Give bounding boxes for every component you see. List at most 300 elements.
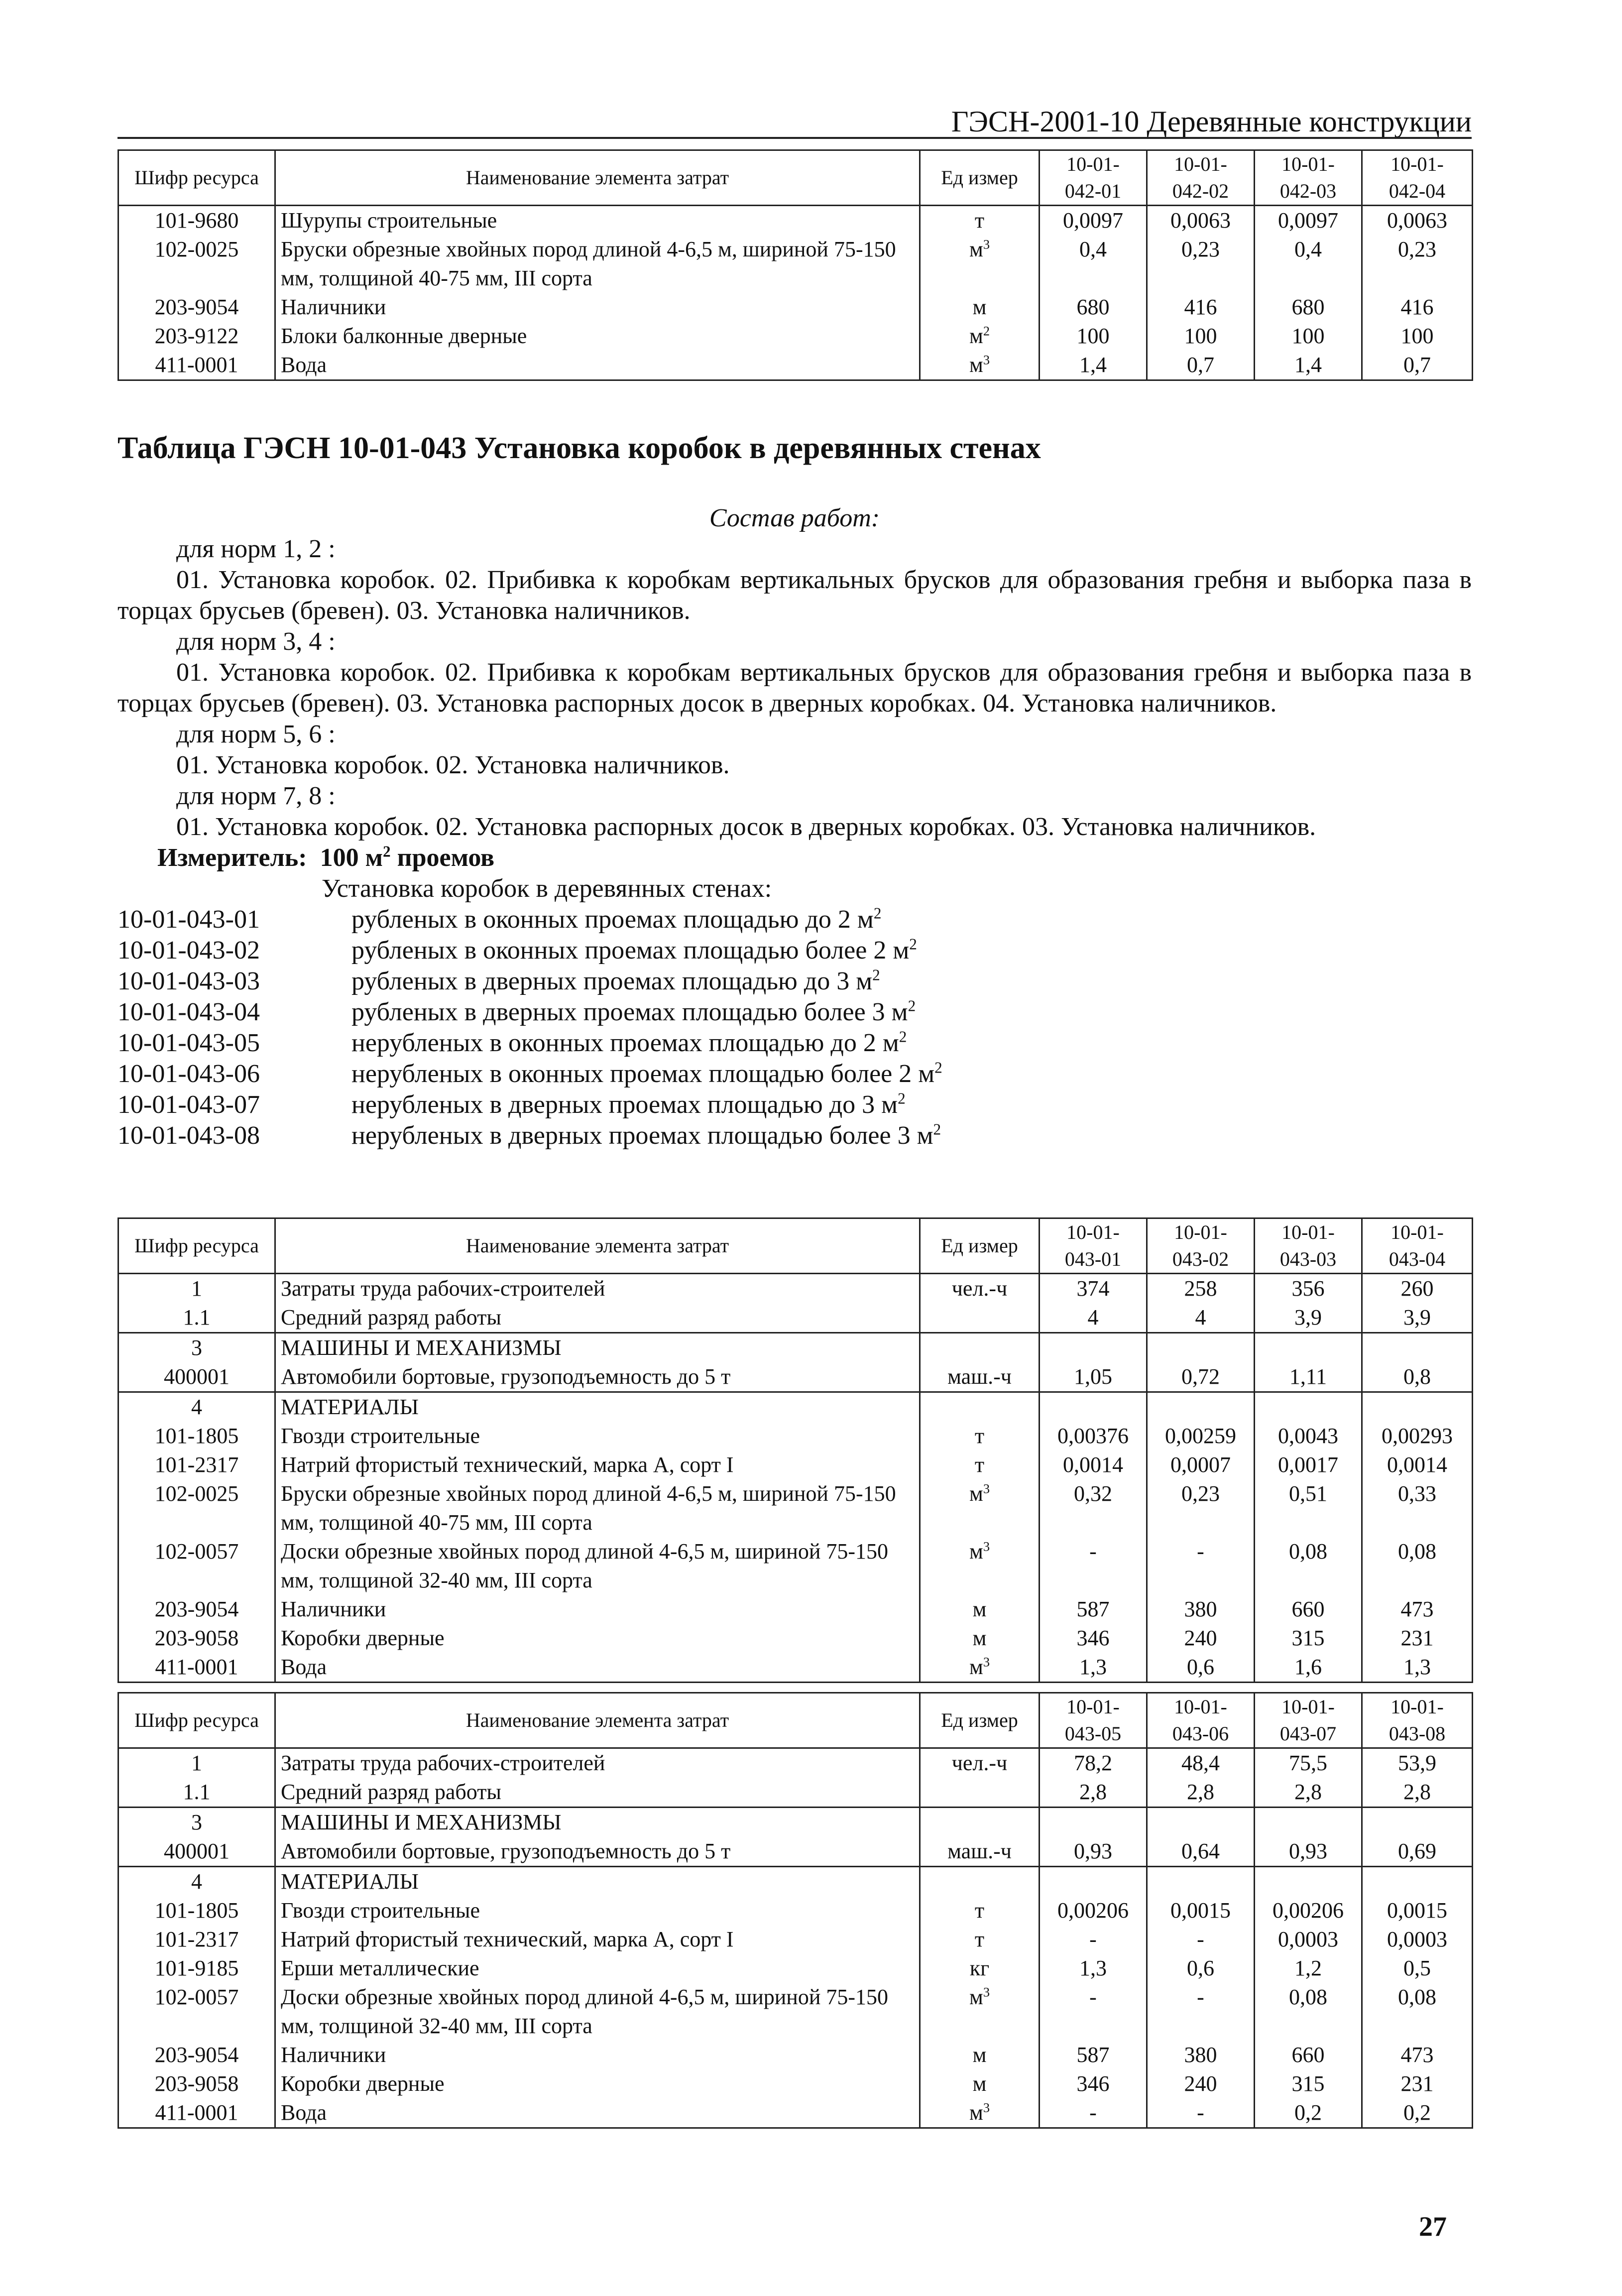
unit-text: м [972,295,987,319]
resource-name: Натрий фтористый технический, марка А, сорт I [275,1925,920,1954]
resource-name: Доски обрезные хвойных пород длиной 4-6,5 м, шириной 75-150 мм, толщиной 32-40 мм, III сорта [275,1537,920,1595]
norm-value [1362,1867,1473,1897]
resource-unit [920,1653,1040,1683]
norm-sup: 2 [934,1059,942,1077]
resource-name: Затраты труда рабочих-строителей [275,1748,920,1778]
resource-unit [920,322,1040,351]
table-title: Таблица ГЭСН 10-01-043 Установка коробок в деревянных стенах [117,431,1041,465]
resource-name: Средний разряд работы [275,1778,920,1808]
table-row [118,2098,1473,2128]
norm-value: 0,4 [1255,235,1362,293]
resource-code: 101-1805 [118,1896,275,1925]
table-row [118,206,1473,236]
table-row [118,1450,1473,1479]
norm-value [1255,1333,1362,1363]
col-header-norm: 10-01- 043-06 [1147,1693,1255,1748]
norm-value: 356 [1255,1274,1362,1304]
table-row [118,1983,1473,2041]
norm-value: 0,0014 [1040,1450,1147,1479]
resource-unit [920,1537,1040,1595]
unit-text: маш.-ч [947,1839,1012,1863]
resource-unit [920,1333,1040,1363]
resource-code: 101-2317 [118,1925,275,1954]
norm-value: 0,51 [1255,1479,1362,1537]
norm-value [1040,1867,1147,1897]
table-row [118,2069,1473,2098]
resource-code: 102-0025 [118,1479,275,1537]
norm-value: 0,23 [1147,235,1255,293]
col-header-name: Наименование элемента затрат [275,1693,920,1748]
unit-text: м [969,353,983,377]
resource-code: 411-0001 [118,351,275,380]
resource-name: Гвозди строительные [275,1896,920,1925]
col-header-norm: 10-01- 042-04 [1362,150,1473,206]
header-rule [117,137,1472,139]
norm-value: 2,8 [1147,1778,1255,1808]
resource-unit [920,1748,1040,1778]
norm-value: 4 [1040,1303,1147,1333]
norm-value: 3,9 [1255,1303,1362,1333]
norm-value: - [1040,1537,1147,1595]
norm-value [1040,1392,1147,1422]
unit-text: т [974,1424,985,1448]
unit-text: кг [969,1956,990,1980]
table-row [118,2041,1473,2069]
norm-value: 0,0063 [1362,206,1473,236]
work-group-text: 01. Установка коробок. 02. Прибивка к коробкам вертикальных брусков для образования гребня и выборка паза в торцах брусьев (бревен). 03. Установка наличников. [117,566,1472,625]
unit-text: м [969,1655,983,1679]
resource-name: Натрий фтористый технический, марка А, сорт I [275,1450,920,1479]
unit-sup: 3 [983,1984,990,2000]
col-header-unit: Ед измер [920,1218,1040,1274]
running-header: ГЭСН-2001-10 Деревянные конструкции [951,105,1472,138]
norm-value: 240 [1147,2069,1255,2098]
norm-value: 100 [1147,322,1255,351]
norm-value: 587 [1040,2041,1147,2069]
norm-value: 380 [1147,1595,1255,1624]
work-group-text: 01. Установка коробок. 02. Установка наличников. [176,751,730,779]
resource-code: 3 [118,1333,275,1363]
table-row [118,1954,1473,1983]
table-row [118,293,1473,322]
norm-desc: нерубленых в оконных проемах площадью до 2 м [351,1029,899,1057]
norm-value: - [1147,2098,1255,2128]
norm-value: - [1147,1537,1255,1595]
col-header-unit: Ед измер [920,150,1040,206]
resource-code: 203-9058 [118,2069,275,2098]
norm-sup: 2 [872,966,880,984]
col-header-norm: 10-01- 043-03 [1255,1218,1362,1274]
norm-value: 0,0017 [1255,1450,1362,1479]
norm-value: 0,2 [1362,2098,1473,2128]
table-row [118,1537,1473,1595]
norm-value: 0,64 [1147,1837,1255,1867]
norm-value: 48,4 [1147,1748,1255,1778]
norm-value: 2,8 [1362,1778,1473,1808]
norm-value: 100 [1362,322,1473,351]
col-header-norm: 10-01- 043-05 [1040,1693,1147,1748]
norms-heading: Установка коробок в деревянных стенах: [322,874,772,903]
norm-value: 1,3 [1040,1653,1147,1683]
col-header-norm: 10-01- 042-01 [1040,150,1147,206]
norm-code: 10-01-043-04 [117,998,260,1026]
resource-name: Наличники [275,1595,920,1624]
norm-value: 3,9 [1362,1303,1473,1333]
resource-code: 203-9122 [118,322,275,351]
norm-value: 260 [1362,1274,1473,1304]
table-row [118,1748,1473,1778]
norm-desc: нерубленых в дверных проемах площадью до 3 м [351,1090,898,1119]
resource-code: 102-0057 [118,1537,275,1595]
work-groups [117,534,1472,843]
col-header-norm: 10-01- 043-08 [1362,1693,1473,1748]
norm-value: 78,2 [1040,1748,1147,1778]
norm-value: 315 [1255,2069,1362,2098]
resource-name: Коробки дверные [275,1624,920,1653]
resource-unit [920,1303,1040,1333]
resource-name: Бруски обрезные хвойных пород длиной 4-6,5 м, шириной 75-150 мм, толщиной 40-75 мм, III сорта [275,1479,920,1537]
norm-value: 587 [1040,1595,1147,1624]
resource-code: 400001 [118,1837,275,1867]
norm-value: 0,08 [1362,1983,1473,2041]
resource-name: МАШИНЫ И МЕХАНИЗМЫ [275,1333,920,1363]
resource-unit [920,1808,1040,1837]
work-group-label: для норм 3, 4 : [176,627,336,656]
meter-suffix: проемов [397,844,495,872]
resource-code: 101-9185 [118,1954,275,1983]
meter-value: 100 м [320,844,383,872]
table-row [118,1896,1473,1925]
work-group-text: 01. Установка коробок. 02. Прибивка к коробкам вертикальных брусков для образования гребня и выборка паза в торцах брусьев (бревен). 03. Установка распорных досок в дверных коробках. 04. Установка наличников. [117,658,1472,718]
resource-unit [920,1867,1040,1897]
norm-value: 0,4 [1040,235,1147,293]
norm-value: 416 [1147,293,1255,322]
resource-name: Доски обрезные хвойных пород длиной 4-6,5 м, шириной 75-150 мм, толщиной 32-40 мм, III сорта [275,1983,920,2041]
norm-value: 240 [1147,1624,1255,1653]
norm-value: 346 [1040,1624,1147,1653]
norm-sup: 2 [899,1028,907,1046]
norm-value: 0,7 [1362,351,1473,380]
resource-unit [920,206,1040,236]
resource-code: 203-9058 [118,1624,275,1653]
resource-code: 102-0057 [118,1983,275,2041]
work-group-label: для норм 1, 2 : [176,535,336,563]
norm-value: 0,93 [1255,1837,1362,1867]
resource-name: Шурупы строительные [275,206,920,236]
unit-sup: 3 [983,237,990,252]
norm-value: 660 [1255,1595,1362,1624]
norm-value: 231 [1362,1624,1473,1653]
norm-value: 0,23 [1147,1479,1255,1537]
norm-value: 100 [1040,322,1147,351]
resource-code: 203-9054 [118,1595,275,1624]
norm-value: 0,00376 [1040,1422,1147,1450]
norm-value [1362,1333,1473,1363]
unit-sup: 3 [983,1539,990,1554]
resource-unit [920,2098,1040,2128]
norm-value: 2,8 [1255,1778,1362,1808]
norm-value [1362,1392,1473,1422]
norm-value: 380 [1147,2041,1255,2069]
norm-desc: рубленых в оконных проемах площадью до 2 м [351,905,874,934]
col-header-unit: Ед измер [920,1693,1040,1748]
resource-code: 411-0001 [118,1653,275,1683]
resource-code: 4 [118,1392,275,1422]
col-header-code: Шифр ресурса [118,150,275,206]
unit-text: м [969,2100,983,2125]
unit-text: м [969,1481,983,1506]
resource-unit [920,1479,1040,1537]
norm-value: 0,00293 [1362,1422,1473,1450]
norm-value: 0,72 [1147,1362,1255,1392]
norm-value [1147,1867,1255,1897]
norm-value: 0,2 [1255,2098,1362,2128]
norm-value: 0,00206 [1255,1896,1362,1925]
work-group-text: 01. Установка коробок. 02. Установка распорных досок в дверных коробках. 03. Установка наличников. [176,813,1316,841]
norm-value [1255,1808,1362,1837]
norm-value: 0,00259 [1147,1422,1255,1450]
col-header-norm: 10-01- 043-07 [1255,1693,1362,1748]
composition-heading: Состав работ: [709,504,880,532]
resource-unit [920,1624,1040,1653]
norm-desc: рубленых в оконных проемах площадью более 2 м [351,936,910,965]
norm-text [351,904,881,935]
work-group-label: для норм 5, 6 : [176,720,336,748]
norm-value: 0,0097 [1255,206,1362,236]
norm-value: 473 [1362,2041,1473,2069]
norm-value: 231 [1362,2069,1473,2098]
norm-value: 0,6 [1147,1653,1255,1683]
norm-value: 75,5 [1255,1748,1362,1778]
norm-value: 4 [1147,1303,1255,1333]
norm-value: 1,6 [1255,1653,1362,1683]
norm-value: - [1040,1925,1147,1954]
norm-value: 0,8 [1362,1362,1473,1392]
work-composition [117,503,1472,1151]
norm-item [117,997,1472,1028]
unit-text: чел.-ч [951,1276,1008,1301]
table-row [118,322,1473,351]
norm-value: 1,3 [1362,1653,1473,1683]
resource-name: Бруски обрезные хвойных пород длиной 4-6,5 м, шириной 75-150 мм, толщиной 40-75 мм, III сорта [275,235,920,293]
resource-name: МАТЕРИАЛЫ [275,1392,920,1422]
resource-name: Наличники [275,293,920,322]
norm-value: - [1147,1925,1255,1954]
norm-value: 0,32 [1040,1479,1147,1537]
norm-value: 0,0003 [1362,1925,1473,1954]
norm-value: 1,4 [1040,351,1147,380]
resource-unit [920,2069,1040,2098]
resource-code: 1.1 [118,1778,275,1808]
norm-desc: нерубленых в оконных проемах площадью более 2 м [351,1060,935,1088]
norm-value: 0,08 [1362,1537,1473,1595]
norm-value [1255,1867,1362,1897]
unit-text: м [972,2071,987,2096]
norm-text [351,997,916,1028]
norm-value: 0,0007 [1147,1450,1255,1479]
resource-code: 1 [118,1274,275,1304]
unit-text: т [974,1452,985,1477]
resource-code: 1.1 [118,1303,275,1333]
unit-text: т [974,1927,985,1951]
unit-sup: 2 [983,323,990,339]
norm-item [117,1089,1472,1120]
norm-value: 315 [1255,1624,1362,1653]
meter-label: Измеритель: [157,844,307,872]
norm-value: 1,3 [1040,1954,1147,1983]
norm-value: 1,05 [1040,1362,1147,1392]
norm-value: 0,6 [1147,1954,1255,1983]
norm-value: 0,5 [1362,1954,1473,1983]
unit-text: м [969,237,983,261]
resource-code: 4 [118,1867,275,1897]
table-row [118,1778,1473,1808]
resource-code: 3 [118,1808,275,1837]
norm-value: 0,0043 [1255,1422,1362,1450]
col-header-name: Наименование элемента затрат [275,150,920,206]
norm-text [351,1120,941,1151]
norm-code: 10-01-043-02 [117,936,260,965]
table-row [118,1362,1473,1392]
resource-unit [920,1925,1040,1954]
norm-code: 10-01-043-01 [117,905,260,934]
unit-text: м [972,1597,987,1621]
resource-name: Вода [275,2098,920,2128]
norm-value: 0,69 [1362,1837,1473,1867]
resource-name: Автомобили бортовые, грузоподъемность до 5 т [275,1362,920,1392]
resource-code: 101-9680 [118,206,275,236]
unit-text: м [969,1539,983,1564]
norm-value: 0,0015 [1147,1896,1255,1925]
resource-name: Блоки балконные дверные [275,322,920,351]
norm-sup: 2 [909,935,917,953]
norms-list [117,904,1472,1151]
resource-unit [920,1778,1040,1808]
resource-unit [920,293,1040,322]
norm-value: 0,33 [1362,1479,1473,1537]
resource-code: 203-9054 [118,293,275,322]
table-row [118,1867,1473,1897]
table-row [118,351,1473,380]
norm-value: 0,08 [1255,1983,1362,2041]
resource-table-043-01-04 [117,1217,1473,1683]
resource-unit [920,1896,1040,1925]
norm-text [351,935,917,966]
norm-text [351,966,880,997]
resource-name: Вода [275,351,920,380]
resource-code: 400001 [118,1362,275,1392]
norm-sup: 2 [908,997,916,1015]
norm-value [1147,1808,1255,1837]
unit-text: м [972,1626,987,1650]
resource-unit [920,235,1040,293]
resource-name: Средний разряд работы [275,1303,920,1333]
resource-code: 102-0025 [118,235,275,293]
col-header-norm: 10-01- 042-03 [1255,150,1362,206]
norm-value: 258 [1147,1274,1255,1304]
resource-unit [920,1983,1040,2041]
resource-name: МАШИНЫ И МЕХАНИЗМЫ [275,1808,920,1837]
norm-item [117,966,1472,997]
meter-sup: 2 [383,843,391,860]
norm-desc: нерубленых в дверных проемах площадью более 3 м [351,1121,933,1150]
norm-value: 473 [1362,1595,1473,1624]
norm-value: 1,2 [1255,1954,1362,1983]
unit-text: чел.-ч [951,1751,1008,1775]
norm-value: 0,0014 [1362,1450,1473,1479]
norm-code: 10-01-043-06 [117,1060,260,1088]
table-row [118,1624,1473,1653]
norm-value: 0,00206 [1040,1896,1147,1925]
unit-text: м [972,2043,987,2067]
col-header-norm: 10-01- 042-02 [1147,150,1255,206]
unit-sup: 3 [983,2100,990,2115]
norm-value: 0,0015 [1362,1896,1473,1925]
norm-value: 0,08 [1255,1537,1362,1595]
col-header-code: Шифр ресурса [118,1218,275,1274]
unit-text: м [969,324,983,348]
unit-sup: 3 [983,1481,990,1496]
norm-value [1255,1392,1362,1422]
col-header-norm: 10-01- 043-01 [1040,1218,1147,1274]
resource-unit [920,1422,1040,1450]
resource-unit [920,1595,1040,1624]
norm-code: 10-01-043-07 [117,1090,260,1119]
norm-value: 2,8 [1040,1778,1147,1808]
norm-code: 10-01-043-03 [117,967,260,995]
norm-item [117,1059,1472,1089]
resource-unit [920,1392,1040,1422]
table-row [118,1808,1473,1837]
norm-value: 680 [1040,293,1147,322]
norm-value: 1,4 [1255,351,1362,380]
resource-name: МАТЕРИАЛЫ [275,1867,920,1897]
resource-name: Гвозди строительные [275,1422,920,1450]
norm-value: 53,9 [1362,1748,1473,1778]
resource-unit [920,1954,1040,1983]
norm-item [117,904,1472,935]
table-row [118,1837,1473,1867]
table-row [118,1392,1473,1422]
norm-text [351,1028,907,1059]
table-row [118,1479,1473,1537]
norm-code: 10-01-043-08 [117,1121,260,1150]
norm-desc: рубленых в дверных проемах площадью до 3 м [351,967,873,995]
norm-sup: 2 [873,904,882,922]
table-row [118,1303,1473,1333]
norm-value: 0,0063 [1147,206,1255,236]
norm-value [1147,1333,1255,1363]
resource-table-043-05-08 [117,1692,1473,2129]
col-header-code: Шифр ресурса [118,1693,275,1748]
col-header-name: Наименование элемента затрат [275,1218,920,1274]
norm-value: - [1040,2098,1147,2128]
unit-text: т [974,208,985,233]
norm-value: 0,7 [1147,351,1255,380]
norm-item [117,1028,1472,1059]
resource-unit [920,351,1040,380]
table-row [118,235,1473,293]
resource-code: 203-9054 [118,2041,275,2069]
resource-code: 1 [118,1748,275,1778]
norm-value: 416 [1362,293,1473,322]
norm-value: 1,11 [1255,1362,1362,1392]
norm-value [1362,1808,1473,1837]
resource-name: Ерши металлические [275,1954,920,1983]
norm-value: 374 [1040,1274,1147,1304]
table-row [118,1595,1473,1624]
norm-value: 0,0097 [1040,206,1147,236]
